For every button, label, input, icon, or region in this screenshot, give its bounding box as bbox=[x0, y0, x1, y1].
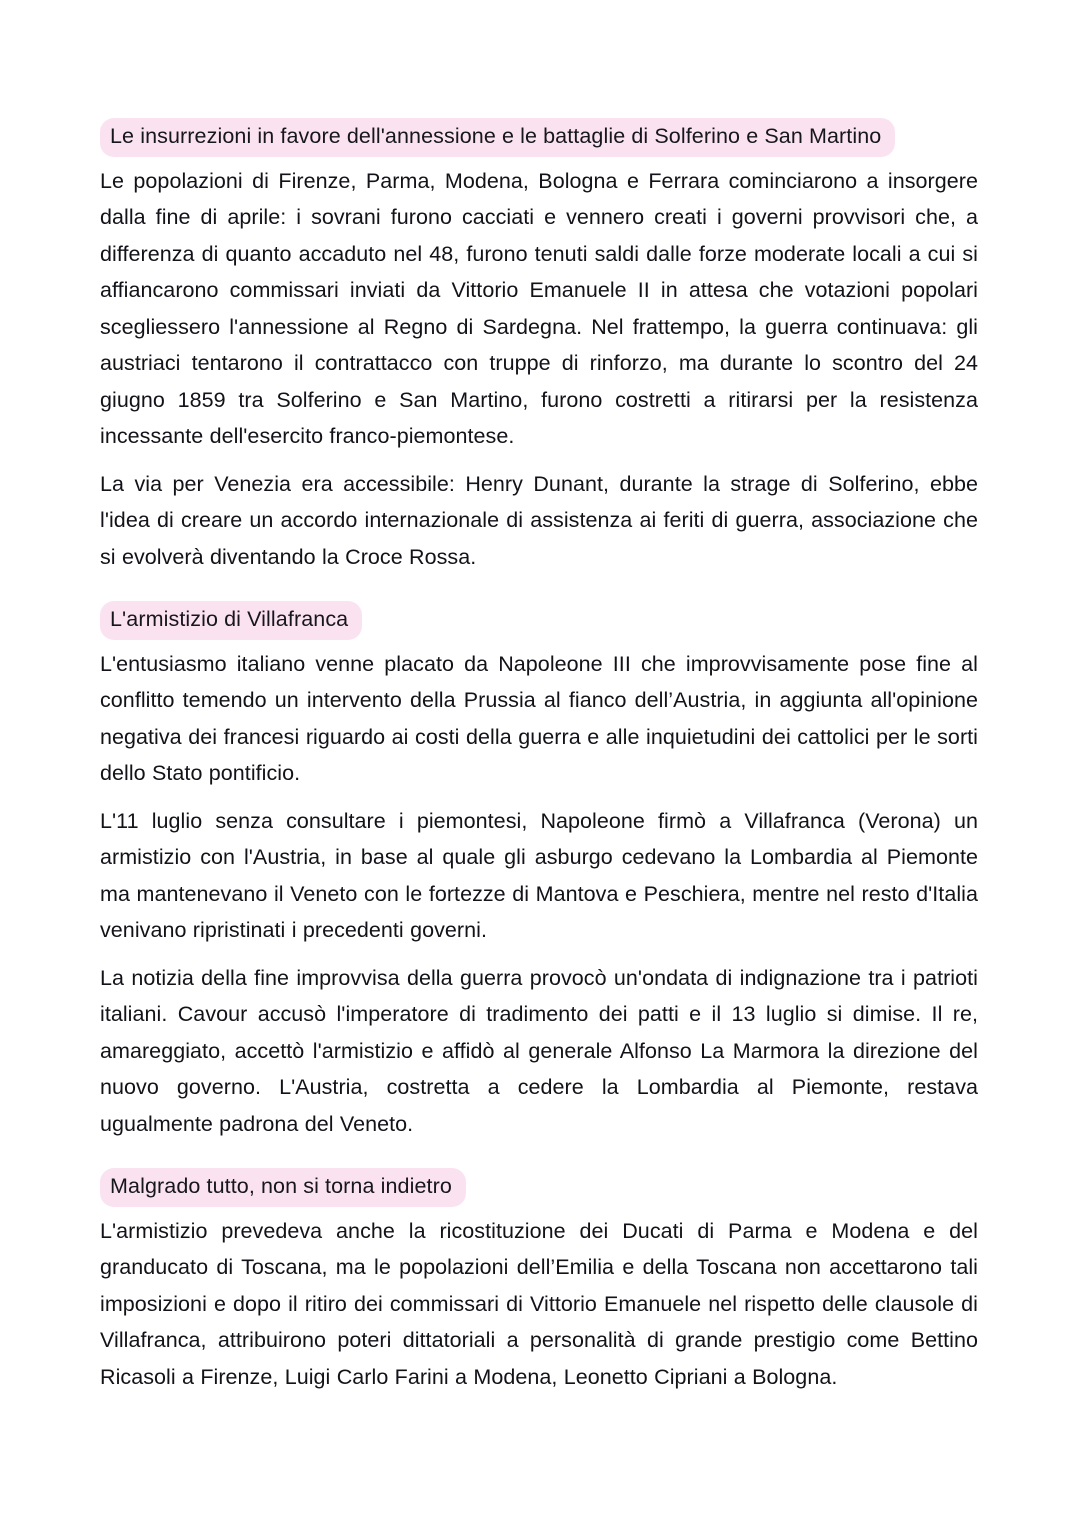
section-heading-row-3 bbox=[100, 1168, 978, 1207]
paragraph-1-2: La via per Venezia era accessibile: Henry Dunant, durante la strage di Solferino, ebbe l'idea di creare un accordo internazionale di assistenza ai feriti di guerra, associazione che si evolverà diventando la Croce Rossa. bbox=[100, 471, 978, 569]
document-content bbox=[100, 118, 978, 1395]
section-heading-row-1 bbox=[100, 118, 978, 157]
paragraph-2-2: L'11 luglio senza consultare i piemontesi, Napoleone firmò a Villafranca (Verona) un armistizio con l'Austria, in base al quale gli asburgo cedevano la Lombardia al Piemonte ma mantenevano il Veneto con le fortezze di Mantova e Peschiera, mentre nel resto d'Italia venivano ripristinati i precedenti governi. bbox=[100, 808, 978, 943]
paragraph-2-3: La notizia della fine improvvisa della guerra provocò un'ondata di indignazione tra i patrioti italiani. Cavour accusò l'imperatore di tradimento dei patti e il 13 luglio si dimise. Il re, amareggiato, accettò l'armistizio e affidò al generale Alfonso La Marmora la direzione del nuovo governo. L'Austria, costretta a cedere la Lombardia al Piemonte, restava ugualmente padrona del Veneto. bbox=[100, 965, 978, 1136]
paragraph-1-1: Le popolazioni di Firenze, Parma, Modena, Bologna e Ferrara cominciarono a insorgere dalla fine di aprile: i sovrani furono cacciati e vennero creati i governi provvisori che, a differenza di quanto accaduto nel 48, furono tenuti saldi dalle forze moderate locali a cui si affiancarono commissari inviati da Vittorio Emanuele II in attesa che votazioni popolari scegliessero l'annessione al Regno di Sardegna. Nel frattempo, la guerra continuava: gli austriaci tentarono il contrattacco con truppe di rinforzo, ma durante lo scontro del 24 giugno 1859 tra Solferino e San Martino, furono costretti a ritirarsi per la resistenza incessante dell'esercito franco-piemontese. bbox=[100, 168, 978, 449]
section-heading-2: L'armistizio di Villafranca bbox=[100, 601, 362, 640]
paragraph-2-1: L'entusiasmo italiano venne placato da Napoleone III che improvvisamente pose fine al conflitto temendo un intervento della Prussia al fianco dell’Austria, in aggiunta all'opinione negativa dei francesi riguardo ai costi della guerra e alle inquietudini dei cattolici per le sorti dello Stato pontificio. bbox=[100, 651, 978, 786]
section-heading-1: Le insurrezioni in favore dell'annessione e le battaglie di Solferino e San Martino bbox=[100, 118, 895, 157]
section-heading-row-2 bbox=[100, 601, 978, 640]
section-heading-3: Malgrado tutto, non si torna indietro bbox=[100, 1168, 466, 1207]
paragraph-3-1: L'armistizio prevedeva anche la ricostituzione dei Ducati di Parma e Modena e del granducato di Toscana, ma le popolazioni dell’Emilia e della Toscana non accettarono tali imposizioni e dopo il ritiro dei commissari di Vittorio Emanuele nel rispetto delle clausole di Villafranca, attribuirono poteri dittatoriali a personalità di grande prestigio come Bettino Ricasoli a Firenze, Luigi Carlo Farini a Modena, Leonetto Cipriani a Bologna. bbox=[100, 1218, 978, 1389]
